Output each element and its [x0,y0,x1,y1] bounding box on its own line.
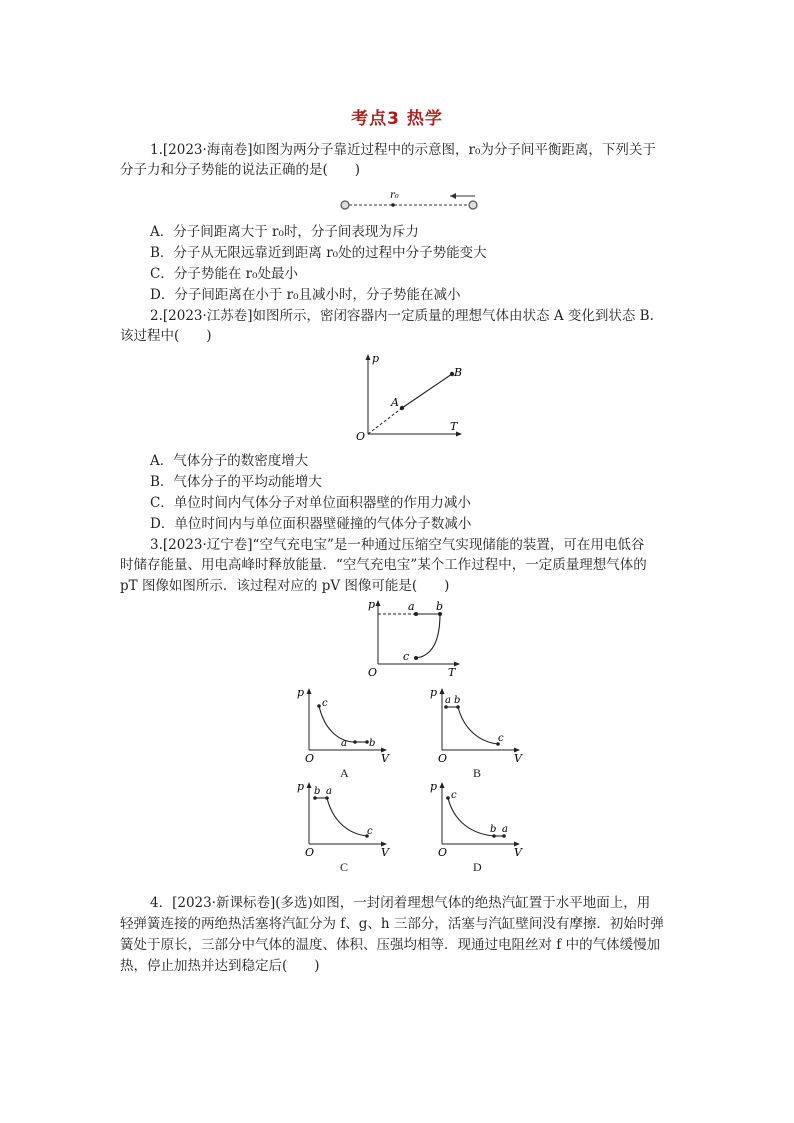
q2-option-d: D．单位时间内与单位面积器壁碰撞的气体分子数减小 [150,516,472,532]
qc-label-a: a [326,786,332,797]
q1-molecule-figure [330,186,490,216]
q1-option-a: A．分子间距离大于 r₀时，分子间表现为斥力 [150,224,419,240]
q3-choice-d-graph [428,778,528,860]
q3-cb-curve [416,614,440,658]
qb-label-b: b [454,695,461,706]
q3-label-b: b [436,600,444,613]
qb-x-label: V [514,752,522,765]
q3-origin-label: O [368,666,378,678]
qb-curve [458,707,498,744]
qa-curve [319,706,355,742]
q2-y-arrow-icon [366,354,371,360]
qd-x-label: V [514,846,522,859]
q3-pT-graph [360,596,470,678]
q3-choice-c-caption: C [340,860,349,874]
qd-label-c: c [451,790,457,801]
arrow-head-icon [450,193,456,199]
q2-option-a: A．气体分子的数密度增大 [150,453,309,469]
qb-y-arrow-icon [440,688,445,694]
qd-point-c [446,796,450,800]
qc-origin-label: O [305,846,315,859]
q2-pT-graph [350,350,470,442]
q2-process-line [402,374,452,408]
q2-stem-line-1: 2.[2023·江苏卷]如图所示，密闭容器内一定质量的理想气体由状态 A 变化到状态 B. [150,308,654,324]
q3-point-c [414,656,418,660]
q4-stem-line-3: 簧处于原长，三部分中气体的温度、体积、压强均相等．现通过电阻丝对 f 中的气体缓慢加 [120,937,661,953]
q3-stem-line-1: 3.[2023·辽宁卷]“空气充电宝”是一种通过压缩空气实现储能的装置，可在用电低谷 [150,537,645,553]
qa-point-c [317,704,321,708]
q4-stem-line-4: 热，停止加热并达到稳定后( ) [120,958,320,974]
q3-choice-b-graph [428,684,528,766]
q1-option-c: C．分子势能在 r₀处最小 [150,266,298,282]
q3-y-label: p [368,598,376,611]
qa-label-b: b [369,738,376,749]
q2-origin-label: O [356,430,366,442]
qc-curve [327,798,367,836]
q3-stem-line-2: 时储存能量、用电高峰时释放能量．“空气充电宝”某个工作过程中，一定质量理想气体的 [120,557,647,573]
qa-label-a: a [341,738,347,749]
q3-choice-a-graph [295,684,395,766]
q2-dashed-extension [368,408,402,434]
q3-choice-c-graph [295,778,395,860]
q2-stem-line-2: 该过程中( ) [120,328,212,344]
qd-label-b: b [490,824,497,835]
qa-x-label: V [381,752,389,765]
qc-y-label: p [297,780,305,793]
qa-origin-label: O [305,752,315,765]
q2-label-a: A [391,396,399,409]
qb-label-a: a [445,695,451,706]
q3-choice-d-caption: D [473,860,482,874]
qa-y-arrow-icon [307,688,312,694]
page-title: 考点3 热学 [351,109,443,129]
r0-label: r₀ [390,190,399,201]
q3-y-arrow-icon [376,600,381,606]
qb-label-c: c [498,733,504,744]
qd-curve [448,798,497,836]
q1-option-d: D．分子间距离在小于 r₀且减小时，分子势能在减小 [150,287,461,303]
qc-x-label: V [381,846,389,859]
q2-label-b: B [454,366,463,379]
qd-y-label: p [430,780,438,793]
q3-choice-a-caption: A [340,766,349,780]
q2-option-c: C．单位时间内气体分子对单位面积器壁的作用力减小 [150,495,471,511]
qa-label-c: c [322,698,328,709]
q3-point-a [414,612,418,616]
q1-stem-line-1: 1.[2023·海南卷]如图为两分子靠近过程中的示意图，r₀为分子间平衡距离，下列关于 [150,142,656,158]
q3-choice-b-caption: B [473,766,482,780]
molecule-left [341,201,349,209]
qb-y-label: p [430,686,438,699]
qc-y-arrow-icon [307,782,312,788]
qd-label-a: a [502,824,508,835]
q4-stem-line-2: 轻弹簧连接的两绝热活塞将汽缸分为 f、g、h 三部分，活塞与汽缸壁间没有摩擦．初始时弹 [120,916,664,932]
qa-point-a [353,740,357,744]
q3-label-c: c [403,650,410,663]
q3-label-a: a [408,600,415,613]
q2-y-label: p [372,352,380,365]
qd-y-arrow-icon [440,782,445,788]
q3-stem-line-3: pT 图像如图所示．该过程对应的 pV 图像可能是( ) [120,578,450,594]
q1-option-b: B．分子从无限远靠近到距离 r₀处的过程中分子势能变大 [150,245,487,261]
qc-label-c: c [367,826,373,837]
q2-point-a [400,406,404,410]
q4-stem-line-1: 4．[2023·新课标卷](多选)如图，一封闭着理想气体的绝热汽缸置于水平地面上，用 [150,895,651,911]
qb-origin-label: O [438,752,448,765]
q2-x-label: T [450,420,458,433]
qa-y-label: p [297,686,305,699]
r0-marker [391,203,395,207]
q1-stem-line-2: 分子力和分子势能的说法正确的是( ) [120,162,361,178]
qc-label-b: b [314,786,321,797]
molecule-right [469,201,477,209]
qd-origin-label: O [438,846,448,859]
q3-x-label: T [448,666,456,678]
q2-option-b: B．气体分子的平均动能增大 [150,474,322,490]
